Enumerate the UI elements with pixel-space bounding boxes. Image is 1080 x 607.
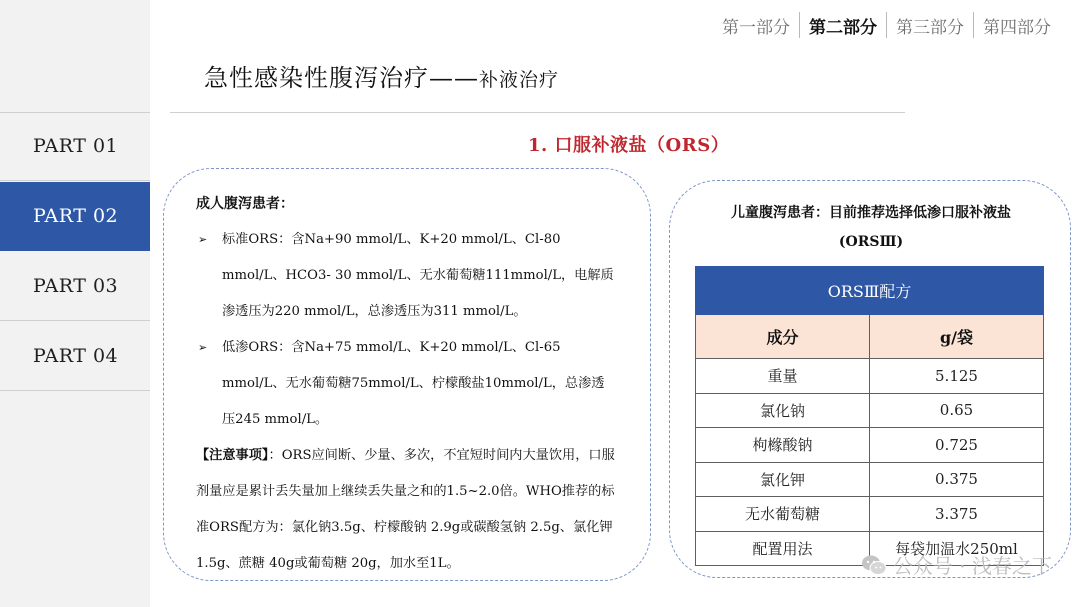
page-title-main: 急性感染性腹泻治疗——	[204, 64, 479, 92]
table-caption-row	[696, 267, 1044, 315]
child-heading-line-1: 儿童腹泻患者：目前推荐选择低渗口服补液盐	[731, 205, 1011, 221]
cell-ingredient: 氯化钠	[696, 393, 870, 428]
cell-amount: 0.65	[870, 393, 1044, 428]
page-title	[204, 58, 559, 93]
sidebar-top-block	[0, 0, 150, 113]
bullet-low-ors	[196, 330, 616, 438]
adult-heading: 成人腹泻患者：	[196, 196, 294, 212]
standard-ors-text: 标准ORS：含Na+90 mmol/L、K+20 mmol/L、Cl-80 mmol/L、HCO3- 30 mmol/L、无水葡萄糖111mmol/L，电解质渗透压为220 mmol/L，总渗透压为311 mmol/L。	[222, 232, 614, 319]
table-caption: ORSⅢ配方	[696, 267, 1044, 315]
cell-ingredient: 重量	[696, 359, 870, 394]
nav-tab-part-4[interactable]: 第四部分	[983, 17, 1051, 38]
cell-amount: 0.725	[870, 428, 1044, 463]
precautions-note	[196, 438, 616, 582]
child-heading-line-2: (ORSⅢ)	[838, 234, 904, 250]
column-header-grams: g/袋	[870, 315, 1044, 359]
cell-amount: 3.375	[870, 497, 1044, 532]
table-row	[696, 393, 1044, 428]
table-row	[696, 497, 1044, 532]
cell-amount: 每袋加温水250ml	[870, 531, 1044, 566]
sidebar-item-part-03[interactable]: PART 03	[0, 252, 150, 321]
top-navigation	[713, 12, 1060, 38]
nav-tab-part-2[interactable]: 第二部分	[809, 17, 877, 38]
arrow-bullet-icon: ➢	[198, 233, 208, 246]
cell-amount: 5.125	[870, 359, 1044, 394]
table-header-row	[696, 315, 1044, 359]
nav-tab-part-3[interactable]: 第三部分	[896, 17, 964, 38]
table-row	[696, 428, 1044, 463]
arrow-bullet-icon: ➢	[198, 341, 208, 354]
sidebar-item-part-02[interactable]: PART 02	[0, 182, 150, 251]
page-title-sub: 补液治疗	[479, 69, 560, 91]
title-divider	[170, 112, 905, 113]
wechat-watermark	[861, 550, 1052, 579]
column-header-ingredient: 成分	[696, 315, 870, 359]
cell-ingredient: 无水葡萄糖	[696, 497, 870, 532]
watermark-text: 公众号 · 浅春之下	[892, 554, 1052, 578]
low-ors-text: 低渗ORS：含Na+75 mmol/L、K+20 mmol/L、Cl-65 mmol/L、无水葡萄糖75mmol/L、柠檬酸盐10mmol/L，总渗透压245 mmol/L。	[222, 340, 605, 427]
precautions-text: ：ORS应间断、少量、多次，不宜短时间内大量饮用，口服剂量应是累计丢失量加上继续丢失量之和的1.5~2.0倍。WHO推荐的标准ORS配方为：氯化钠3.5g、柠檬酸钠 2.9g或碳酸氢钠 2.5g、氯化钾1.5g、蔗糖 40g或葡萄糖 20g，加水至1L。	[196, 448, 615, 571]
cell-amount: 0.375	[870, 462, 1044, 497]
cell-ingredient: 枸橼酸钠	[696, 428, 870, 463]
child-heading	[686, 199, 1056, 257]
adult-info-content	[196, 186, 616, 582]
nav-tab-part-1[interactable]: 第一部分	[722, 17, 790, 38]
table-row	[696, 462, 1044, 497]
sidebar-item-part-01[interactable]: PART 01	[0, 112, 150, 181]
wechat-icon	[861, 554, 887, 576]
section-heading: 1. 口服补液盐（ORS）	[528, 135, 730, 156]
sidebar-item-part-04[interactable]: PART 04	[0, 322, 150, 391]
precautions-label: 【注意事项】	[196, 448, 269, 463]
cell-ingredient: 配置用法	[696, 531, 870, 566]
bullet-standard-ors	[196, 222, 616, 330]
cell-ingredient: 氯化钾	[696, 462, 870, 497]
ors-formula-table	[695, 266, 1044, 566]
table-row	[696, 359, 1044, 394]
sidebar	[0, 0, 150, 607]
